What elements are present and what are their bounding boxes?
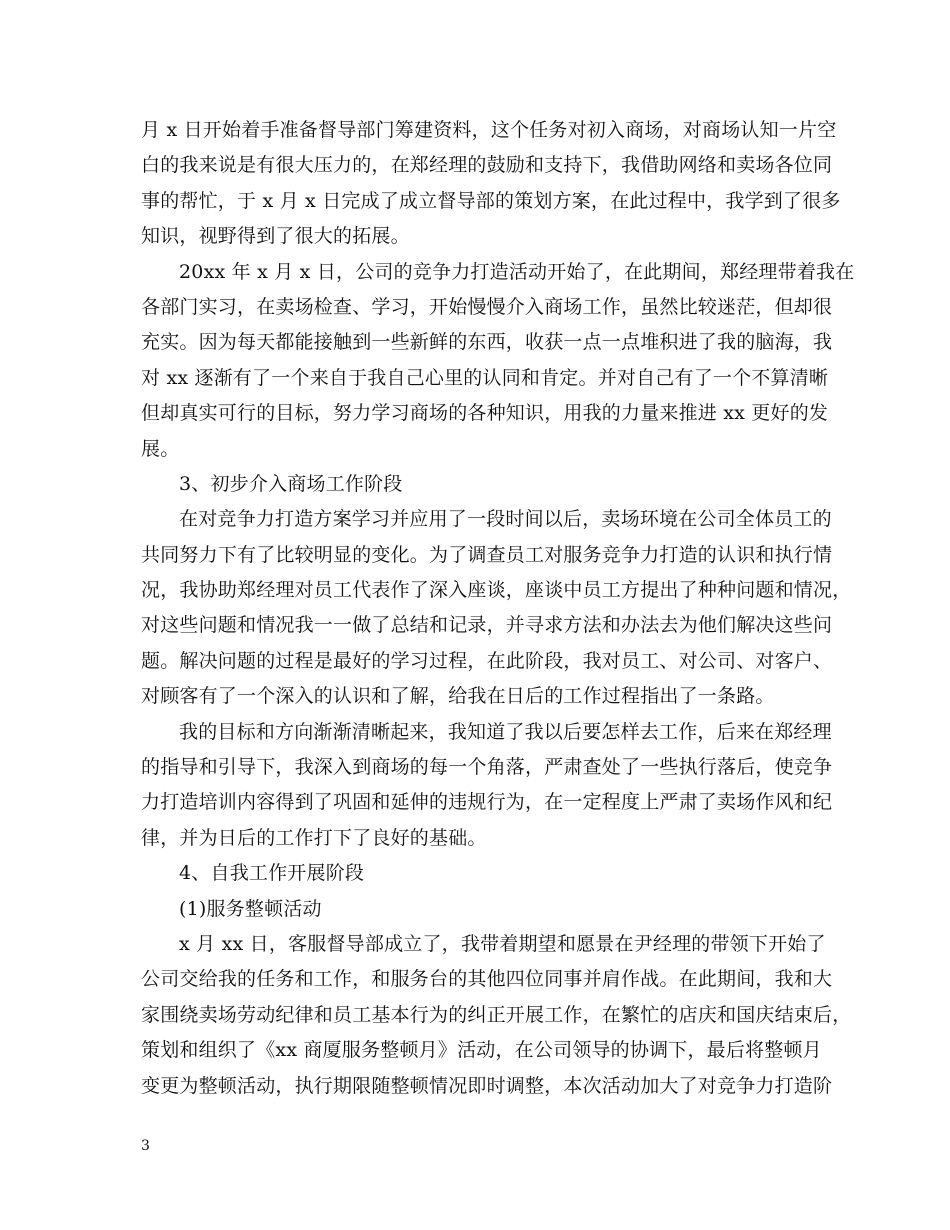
text-line: (1)服务整顿活动 xyxy=(179,897,322,920)
text-line: 事的帮忙，于 x 月 x 日完成了成立督导部的策划方案，在此过程中，我学到了很多 xyxy=(141,189,841,212)
text-line: 白的我来说是有很大压力的，在郑经理的鼓励和支持下，我借助网络和卖场各位同 xyxy=(141,154,833,177)
text-line: 对 xx 逐渐有了一个来自于我自己心里的认同和肯定。并对自己有了一个不算清晰 xyxy=(141,366,829,389)
document-body xyxy=(141,113,855,1104)
text-line: 变更为整顿活动，执行期限随整顿情况即时调整，本次活动加大了对竞争力打造阶 xyxy=(141,1074,833,1097)
page-number: 3 xyxy=(141,1138,150,1154)
text-line: 在对竞争力打造方案学习并应用了一段时间以后，卖场环境在公司全体员工的 xyxy=(179,508,832,531)
text-line: 家围绕卖场劳动纪律和员工基本行为的纠正开展工作，在繁忙的店庆和国庆结束后， xyxy=(141,1003,852,1026)
text-line: 对这些问题和情况我一一做了总结和记录，并寻求方法和办法去为他们解决这些问 xyxy=(141,614,833,637)
text-line: 月 x 日开始着手准备督导部门筹建资料，这个任务对初入商场，对商场认知一片空 xyxy=(141,119,837,141)
text-line: 3、初步介入商场工作阶段 xyxy=(179,472,403,495)
text-line: 力打造培训内容得到了巩固和延伸的违规行为，在一定程度上严肃了卖场作风和纪 xyxy=(141,791,833,814)
text-line: 律，并为日后的工作打下了良好的基础。 xyxy=(141,826,487,849)
text-line: 策划和组织了《xx 商厦服务整顿月》活动，在公司领导的协调下，最后将整顿月 xyxy=(141,1039,822,1062)
text-line: x 月 xx 日，客服督导部成立了，我带着期望和愿景在尹经理的带领下开始了 xyxy=(179,932,826,955)
text-line: 4、自我工作开展阶段 xyxy=(179,862,365,885)
text-line: 对顾客有了一个深入的认识和了解，给我在日后的工作过程指出了一条路。 xyxy=(141,685,775,708)
text-line: 共同努力下有了比较明显的变化。为了调查员工对服务竞争力打造的认识和执行情 xyxy=(141,543,833,566)
text-line: 展。 xyxy=(141,437,180,460)
text-line: 况，我协助郑经理对员工代表作了深入座谈，座谈中员工方提出了种种问题和情况， xyxy=(141,579,852,602)
text-line: 知识，视野得到了很大的拓展。 xyxy=(141,225,410,248)
text-line: 公司交给我的任务和工作，和服务台的其他四位同事并肩作战。在此期间，我和大 xyxy=(141,968,833,991)
text-line: 题。解决问题的过程是最好的学习过程，在此阶段，我对员工、对公司、对客户、 xyxy=(141,649,833,672)
text-line: 我的目标和方向渐渐清晰起来，我知道了我以后要怎样去工作，后来在郑经理 xyxy=(179,720,832,743)
text-line: 各部门实习，在卖场检查、学习，开始慢慢介入商场工作，虽然比较迷茫，但却很 xyxy=(141,295,833,318)
text-line: 但却真实可行的目标，努力学习商场的各种知识，用我的力量来推进 xx 更好的发 xyxy=(141,402,829,425)
text-line: 20xx 年 x 月 x 日，公司的竞争力打造活动开始了，在此期间，郑经理带着我在 xyxy=(179,260,855,283)
text-line: 的指导和引导下，我深入到商场的每一个角落，严肃查处了一些执行落后，使竞争 xyxy=(141,756,833,779)
text-line: 充实。因为每天都能接触到一些新鲜的东西，收获一点一点堆积进了我的脑海，我 xyxy=(141,331,833,354)
